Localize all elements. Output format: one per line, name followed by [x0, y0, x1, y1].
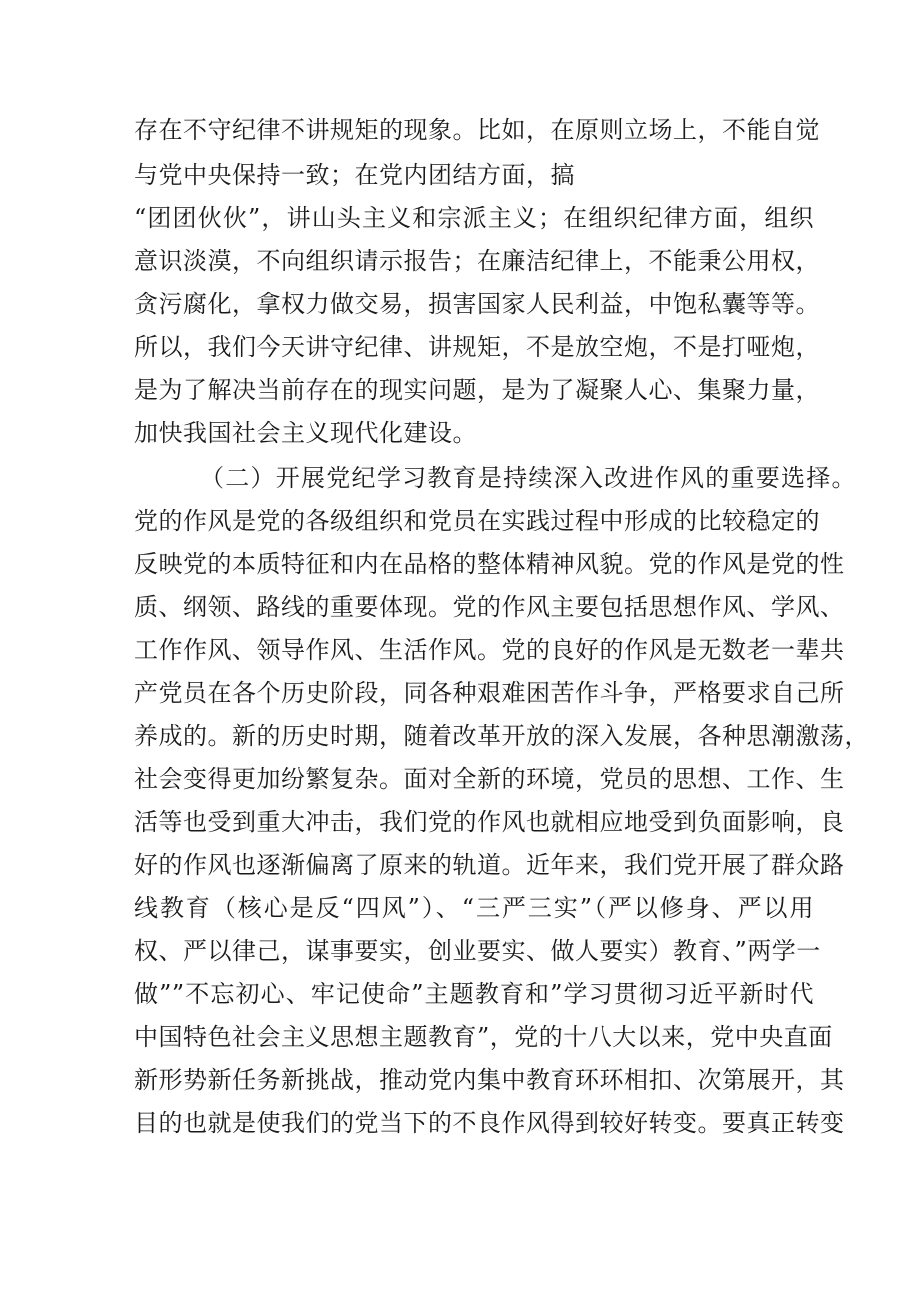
text-line-16: 社会变得更加纷繁复杂。面对全新的环境，党员的思想、工作、生 — [134, 765, 845, 793]
text-line-12: 质、纲领、路线的重要体现。党的作风主要包括思想作风、学风、 — [134, 593, 845, 621]
text-line-15: 养成的。新的历史时期，随着改革开放的深入发展，各种思潮激荡， — [134, 722, 869, 750]
text-line-4: 意识淡漠，不向组织请示报告；在廉洁纪律上，不能秉公用权， — [134, 247, 820, 275]
text-line-3: “团团伙伙”，讲山头主义和宗派主义；在组织纪律方面，组织 — [134, 204, 814, 232]
text-line-11: 反映党的本质特征和内在品格的整体精神风貌。党的作风是党的性 — [134, 550, 845, 578]
text-line-21: 做””不忘初心、牢记使命”主题教育和”学习贯彻习近平新时代 — [134, 980, 814, 1008]
text-line-23: 新形势新任务新挑战，推动党内集中教育环环相扣、次第展开，其 — [134, 1066, 845, 1094]
text-line-5: 贪污腐化，拿权力做交易，损害国家人民利益，中饱私囊等等。 — [134, 290, 820, 318]
text-line-18: 好的作风也逐渐偏离了原来的轨道。近年来，我们党开展了群众路 — [134, 851, 845, 879]
text-line-7: 是为了解决当前存在的现实问题，是为了凝聚人心、集聚力量， — [134, 376, 820, 404]
text-line-19: 线教育（核心是反“四风”）、“三严三实”（严以修身、严以用 — [134, 894, 814, 922]
text-line-2: 与党中央保持一致；在党内团结方面，搞 — [134, 161, 575, 189]
text-line-17: 活等也受到重大冲击，我们党的作风也就相应地受到负面影响，良 — [134, 808, 845, 836]
text-line-14: 产党员在各个历史阶段，同各种艰难困苦作斗争，严格要求自己所 — [134, 679, 845, 707]
text-line-1: 存在不守纪律不讲规矩的现象。比如，在原则立场上，不能自觉 — [134, 116, 820, 144]
text-line-24: 目的也就是使我们的党当下的不良作风得到较好转变。要真正转变 — [134, 1109, 845, 1137]
text-line-20: 权、严以律己，谋事要实，创业要实、做人要实）教育、”两学一 — [134, 937, 821, 965]
text-line-8: 加快我国社会主义现代化建设。 — [134, 419, 477, 447]
section-heading: （二）开展党纪学习教育是持续深入改进作风的重要选择。 — [200, 464, 856, 492]
text-line-13: 工作作风、领导作风、生活作风。党的良好的作风是无数老一辈共 — [134, 636, 845, 664]
text-line-6: 所以，我们今天讲守纪律、讲规矩，不是放空炮，不是打哑炮， — [134, 333, 820, 361]
text-line-10: 党的作风是党的各级组织和党员在实践过程中形成的比较稳定的 — [134, 507, 820, 535]
text-line-22: 中国特色社会主义思想主题教育”，党的十八大以来，党中央直面 — [134, 1023, 833, 1051]
